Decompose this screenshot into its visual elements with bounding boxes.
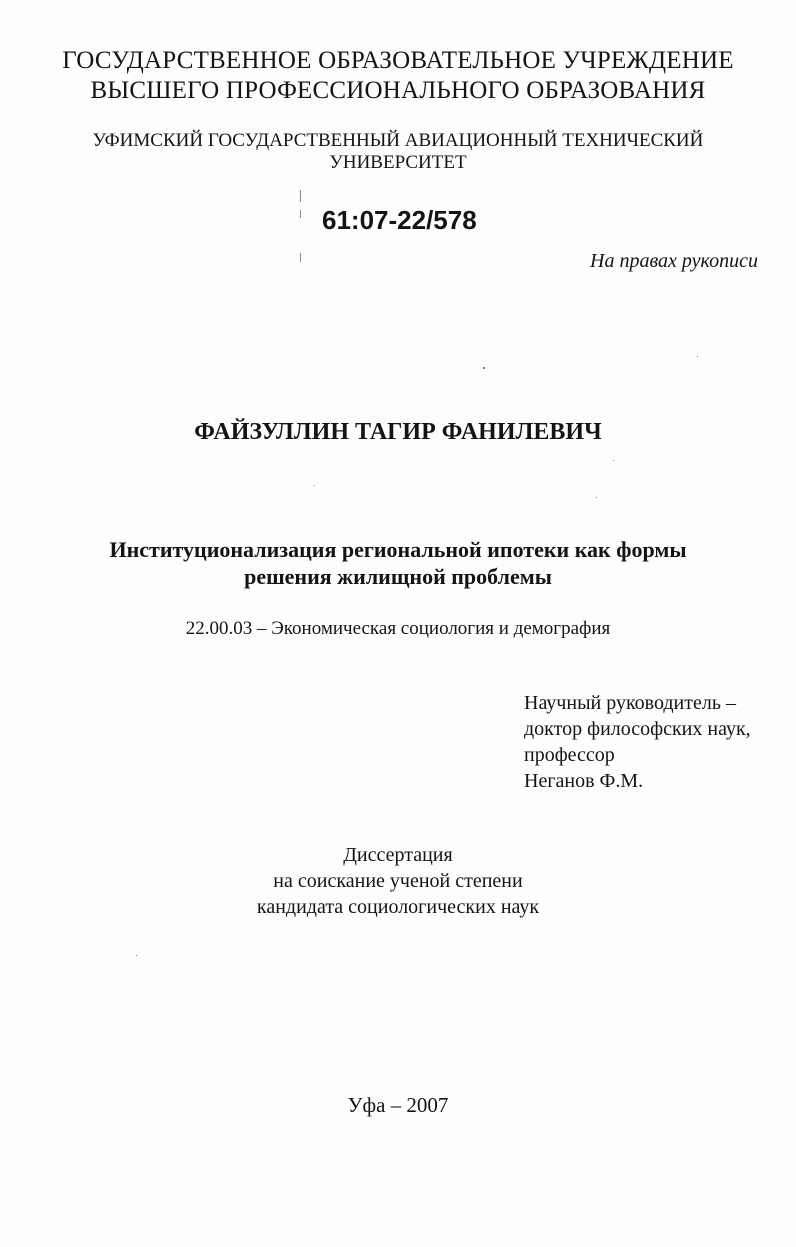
institution-line-2: ВЫСШЕГО ПРОФЕССИОНАЛЬНОГО ОБРАЗОВАНИЯ [90,77,706,104]
scan-speck [483,367,485,369]
author-name: ФАЙЗУЛЛИН ТАГИР ФАНИЛЕВИЧ [194,419,602,445]
thesis-title-line-1: Институционализация региональной ипотеки как формы [109,537,687,562]
thesis-title-line-2: решения жилищной проблемы [244,564,552,589]
university-line-2: УНИВЕРСИТЕТ [329,152,467,173]
catalog-code: 61:07-22/578 [322,205,477,235]
degree-line-3: кандидата социологических наук [256,896,540,918]
scan-mark [300,210,301,218]
scan-speck [314,485,315,486]
scan-mark [300,253,301,262]
supervisor-line-1: Научный руководитель – [524,692,736,714]
supervisor-name: Неганов Ф.М. [524,770,644,792]
specialty: 22.00.03 – Экономическая социология и демография [185,618,611,639]
supervisor-line-3: профессор [524,744,615,766]
scan-speck [596,497,597,498]
scan-speck [136,955,137,956]
institution-line-1: ГОСУДАРСТВЕННОЕ ОБРАЗОВАТЕЛЬНОЕ УЧРЕЖДЕНИЕ [62,47,734,74]
university-line-1: УФИМСКИЙ ГОСУДАРСТВЕННЫЙ АВИАЦИОННЫЙ ТЕХНИЧЕСКИЙ [92,130,704,151]
scan-speck [613,460,614,461]
rights-note: На правах рукописи [590,250,758,272]
supervisor-line-2: доктор философских наук, [524,718,751,740]
degree-line-2: на соискание ученой степени [273,870,523,892]
scan-speck [697,356,698,357]
degree-line-1: Диссертация [343,844,453,866]
city-year: Уфа – 2007 [347,1093,449,1117]
scan-mark [300,190,301,202]
